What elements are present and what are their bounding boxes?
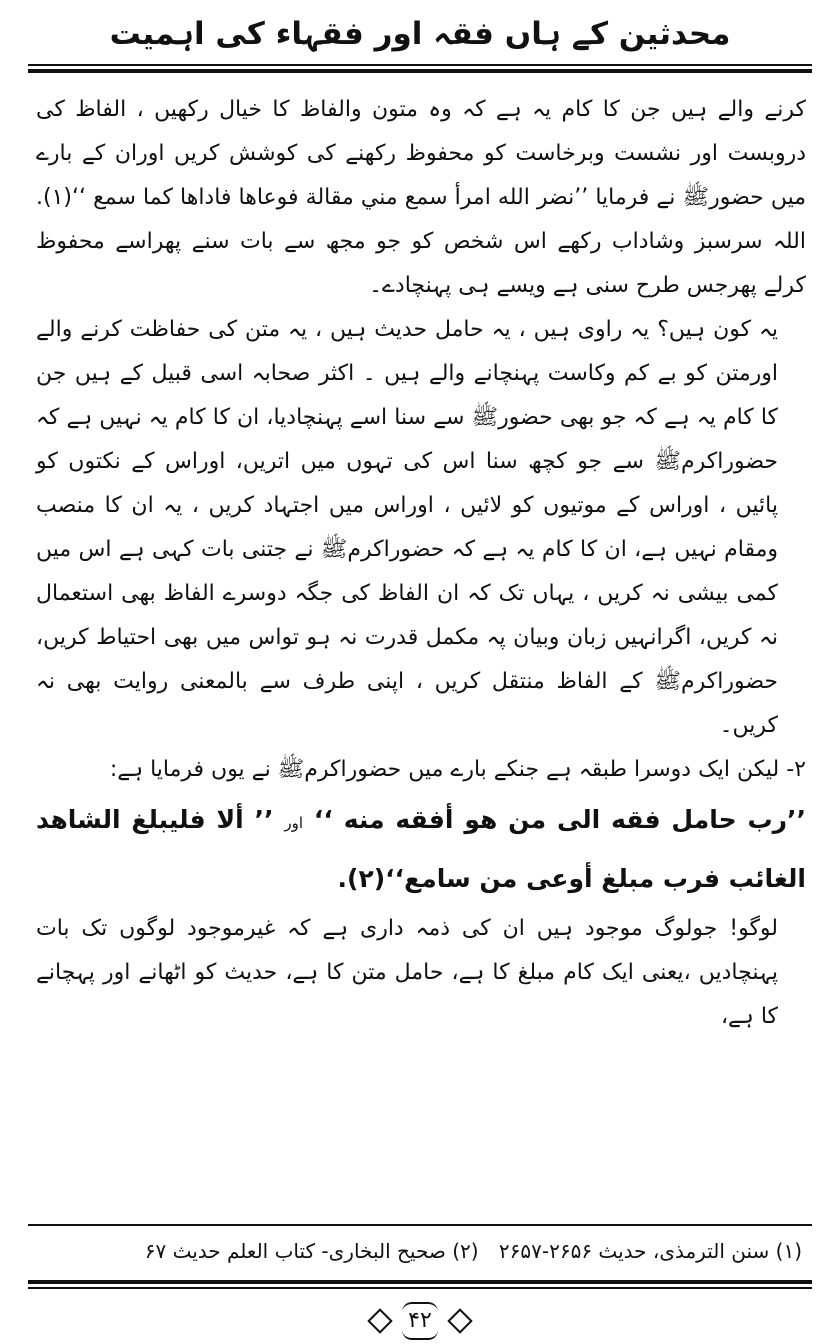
paragraph-1 xyxy=(36,88,806,308)
ornament-right-icon xyxy=(447,1308,472,1333)
header-rule-thin xyxy=(28,64,812,66)
header-rule-thick xyxy=(28,69,812,73)
hadith-quote-2 xyxy=(36,792,806,907)
hadith-quote-2b: ’’ ألا فليبلغ الشاهد الغائب فرب مبلغ أوعى من سامع‘‘(۲). xyxy=(36,805,806,893)
paragraph-3: ۲- لیکن ایک دوسرا طبقہ ہے جنکے بارے میں حضوراکرمﷺ نے یوں فرمایا ہے: xyxy=(109,757,806,782)
page-number-value: ۴۲ xyxy=(402,1302,438,1340)
page-number xyxy=(0,1302,840,1340)
hadith-quote-2a: ’’رب حامل فقه الى من هو أفقه منه ‘‘ xyxy=(313,805,806,834)
paragraph-1-tail: اللہ سرسبز وشاداب رکھے اس شخص کو جو مجھ سے بات سنے پھراسے محفوظ کرلے پھرجس طرح سنی ہے ویسے ہی پہنچادے۔ xyxy=(36,229,806,298)
hadith-quote-1: ’’نضر الله امرأ سمع مني مقالة فوعاها فاداها كما سمع ‘‘(۱). xyxy=(36,185,589,210)
conjunction-word: اور xyxy=(284,814,304,832)
footer-rule-thick xyxy=(28,1280,812,1284)
footnotes xyxy=(40,1234,802,1268)
footnote-2: (۲) صحیح البخاری- کتاب العلم حدیث ۶۷ xyxy=(144,1239,479,1263)
paragraph-2: یہ کون ہیں؟ یہ راوی ہیں ، یہ حامل حدیث ہیں ، یہ متن کی حفاظت کرنے والے اورمتن کو بے کم وکاست پہنچانے والے ہیں ۔ اکثر صحابہ اسی قبیل کے ہیں جن کا کام یہ ہے کہ جو بھی حضورﷺ سے سنا اسے پہنچادیا، ان کا کام یہ نہیں ہے کہ حضوراکرمﷺ سے جو کچھ سنا اس کی تہوں میں اتریں، اوراس کے نکتوں کو پائیں ، اوراس کے موتیوں کو لائیں ، اوراس میں اجتہاد کریں ، یہ ان کا منصب ومقام نہیں ہے، ان کا کام یہ ہے کہ حضوراکرمﷺ نے جتنی بات کہی ہے اس میں کمی بیشی نہ کریں ، یہاں تک کہ ان الفاظ کی جگہ دوسرے الفاظ بھی استعمال نہ کریں، اگرانہیں زبان وبیان پہ مکمل قدرت نہ ہو تواس میں بھی احتیاط کریں، حضوراکرمﷺ کے الفاظ منتقل کریں ، اپنی طرف سے بالمعنی روایت بھی نہ کریں۔ xyxy=(36,317,778,738)
footnote-1: (۱) سنن الترمذی، حدیث ۲۶۵۶-۲۶۵۷ xyxy=(498,1239,802,1263)
paragraph-4: لوگو! جولوگ موجود ہیں ان کی ذمہ داری ہے کہ غیرموجود لوگوں تک بات پہنچادیں ،یعنی ایک کام مبلغ کا ہے، حامل متن کا ہے، حدیث کو اٹھانے اور پہچانے کا ہے، xyxy=(36,916,778,1029)
body-text xyxy=(36,88,806,1039)
page-title: محدثین کے ہاں فقہ اور فقہاء کی اہمیت xyxy=(109,16,731,52)
footnote-rule xyxy=(28,1224,812,1226)
paragraph-1-text: کرنے والے ہیں جن کا کام یہ ہے کہ وہ متون والفاظ کا خیال رکھیں ، الفاظ کی دروبست اور نشست وبرخاست کو محفوظ رکھنے کی کوشش کریں اوران کے بارے میں حضورﷺ نے فرمایا xyxy=(36,97,807,210)
footer-rule-thin xyxy=(28,1287,812,1289)
ornament-left-icon xyxy=(367,1308,392,1333)
